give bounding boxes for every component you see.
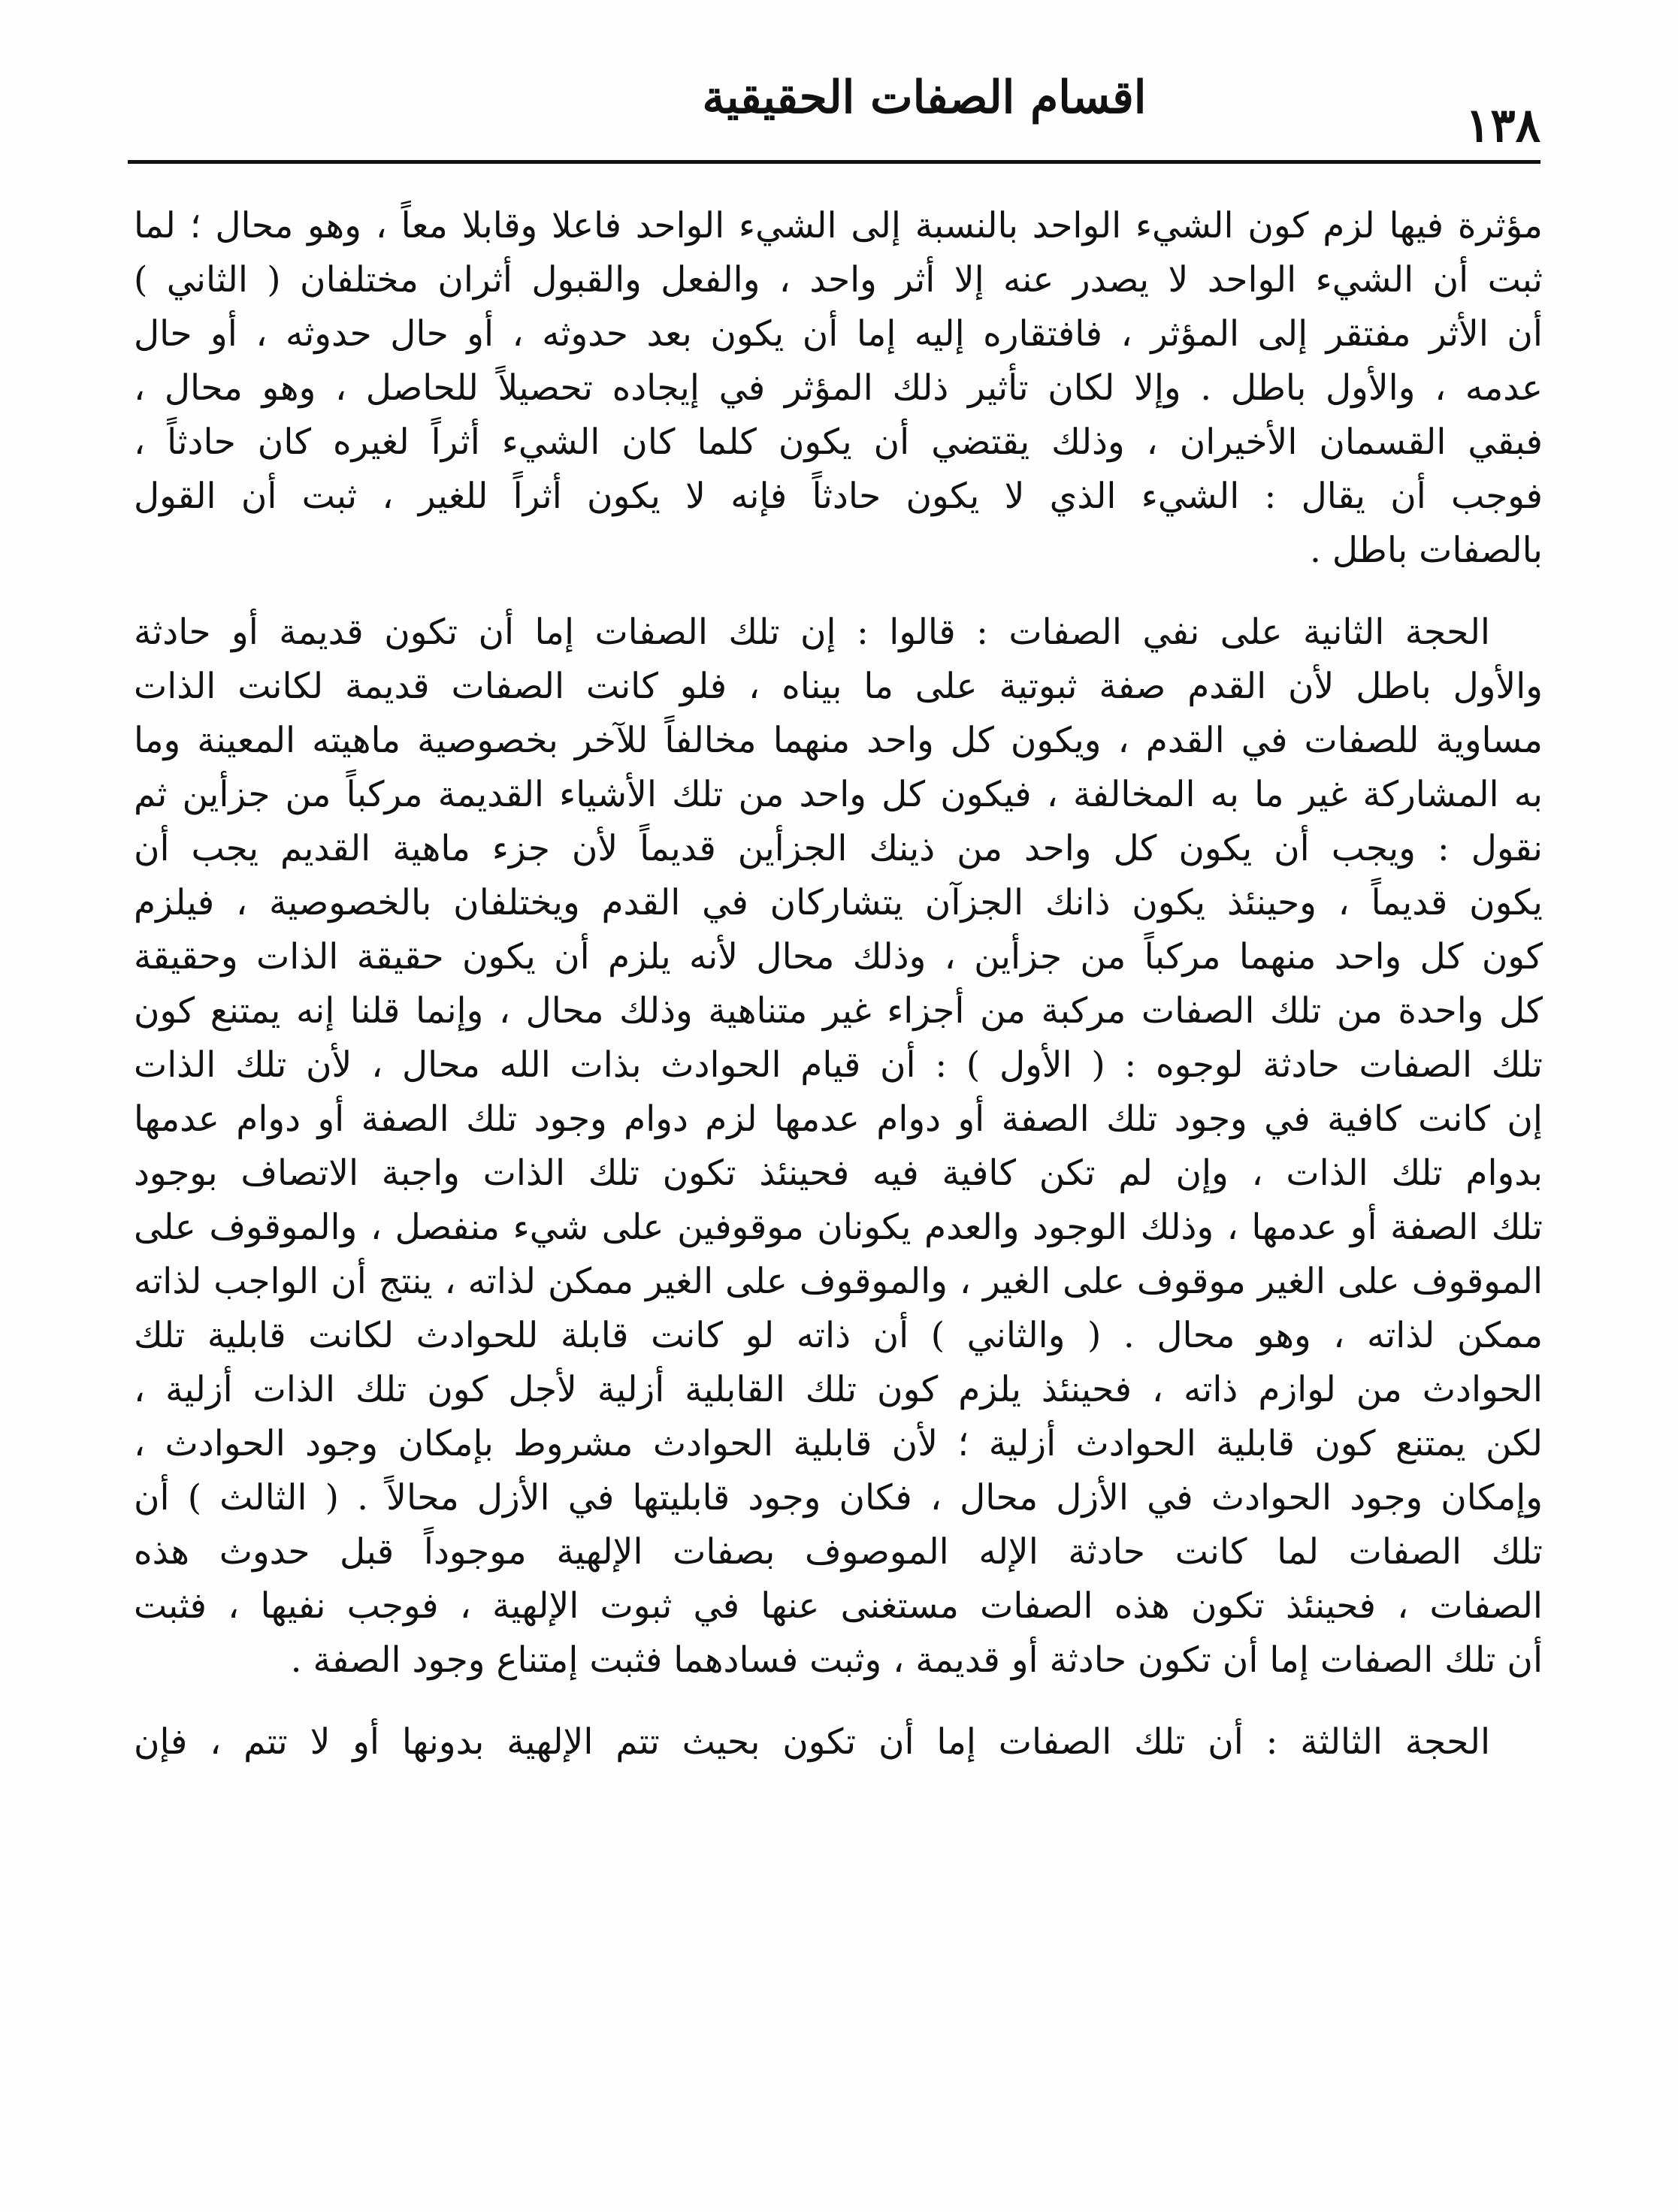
text-line: تلك الصفات لما كانت حادثة الإله الموصوف بصفات الإلهية موجوداً قبل حدوث هذه (134, 1531, 1543, 1573)
page-number: ١٣٨ (1465, 98, 1540, 153)
text-line: وإمكان وجود الحوادث في الأزل محال ، فكان وجود قابليتها في الأزل محالاً . ( الثالث ) أن (134, 1477, 1543, 1518)
text-line: بدوام تلك الذات ، وإن لم تكن كافية فيه فحينئذ تكون تلك الذات واجبة الاتصاف بوجود (134, 1153, 1543, 1194)
text-line: إن كانت كافية في وجود تلك الصفة أو دوام عدمها لزم دوام وجود تلك الصفة أو دوام عدمها (134, 1098, 1543, 1140)
text-line: به المشاركة غير ما به المخالفة ، فيكون كل واحد من تلك الأشياء القديمة مركباً من جزأين ثم (134, 774, 1543, 815)
text-line: ثبت أن الشيء الواحد لا يصدر عنه إلا أثر واحد ، والفعل والقبول أثران مختلفان ( الثاني ) (134, 259, 1543, 301)
text-line: يكون قديماً ، وحينئذ يكون ذانك الجزآن يتشاركان في القدم ويختلفان بالخصوصية ، فيلزم (134, 882, 1543, 923)
text-line: بالصفات باطل . (1309, 530, 1543, 571)
paragraph-2 (134, 606, 1543, 1688)
text-line: الصفات ، فحينئذ تكون هذه الصفات مستغنى عنها في ثبوت الإلهية ، فوجب نفيها ، فثبت (134, 1585, 1543, 1627)
text-line: عدمه ، والأول باطل . وإلا لكان تأثير ذلك المؤثر في إيجاده تحصيلاً للحاصل ، وهو محال ، (134, 367, 1543, 409)
text-line: كون كل واحد منهما مركباً من جزأين ، وذلك محال لأنه يلزم أن يكون حقيقة الذات وحقيقة (134, 936, 1543, 978)
text-line: ممكن لذاته ، وهو محال . ( والثاني ) أن ذاته لو كانت قابلة للحوادث لكانت قابلية تلك (134, 1315, 1543, 1356)
header-rule (128, 160, 1540, 164)
text-line: كل واحدة من تلك الصفات مركبة من أجزاء غير متناهية وذلك محال ، وإنما قلنا إنه يمتنع كون (134, 990, 1543, 1032)
text-line: الموقوف على الغير موقوف على الغير ، والموقوف على الغير ممكن لذاته ، ينتج أن الواجب لذاته (134, 1261, 1543, 1302)
text-line: فبقي القسمان الأخيران ، وذلك يقتضي أن يكون كلما كان الشيء أثراً لغيره كان حادثاً ، (134, 422, 1543, 463)
paragraph-1 (134, 199, 1543, 578)
text-line: أن تلك الصفات إما أن تكون حادثة أو قديمة ، وثبت فسادهما فثبت إمتناع وجود الصفة . (290, 1639, 1543, 1681)
page-header (128, 66, 1540, 171)
text-line: الحجة الثالثة : أن تلك الصفات إما أن تكون بحيث تتم الإلهية بدونها أو لا تتم ، فإن (134, 1721, 1490, 1763)
paragraph-3 (134, 1715, 1543, 1769)
text-line: تلك الصفة أو عدمها ، وذلك الوجود والعدم يكونان موقوفين على شيء منفصل ، والموقوف على (134, 1207, 1543, 1248)
text-line: نقول : ويجب أن يكون كل واحد من ذينك الجزأين قديماً لأن جزء ماهية القديم يجب أن (134, 828, 1543, 869)
text-line: الحوادث من لوازم ذاته ، فحينئذ يلزم كون تلك القابلية أزلية لأجل كون تلك الذات أزلية ، (134, 1369, 1543, 1410)
page-body (134, 199, 1543, 2168)
text-line: الحجة الثانية على نفي الصفات : قالوا : إن تلك الصفات إما أن تكون قديمة أو حادثة (134, 612, 1490, 653)
running-title: اقسام الصفات الحقيقية (702, 71, 1147, 124)
text-line: أن الأثر مفتقر إلى المؤثر ، فافتقاره إليه إما أن يكون بعد حدوثه ، أو حال حدوثه ، أو حال (134, 313, 1543, 355)
text-line: مؤثرة فيها لزم كون الشيء الواحد بالنسبة إلى الشيء الواحد فاعلا وقابلا معاً ، وهو محال ؛ لما (134, 205, 1543, 246)
text-line: والأول باطل لأن القدم صفة ثبوتية على ما بيناه ، فلو كانت الصفات قديمة لكانت الذات (134, 666, 1543, 707)
text-line: مساوية للصفات في القدم ، ويكون كل واحد منهما مخالفاً للآخر بخصوصية ماهيته المعينة وما (134, 720, 1543, 761)
text-line: لكن يمتنع كون قابلية الحوادث أزلية ؛ لأن قابلية الحوادث مشروط بإمكان وجود الحوادث ، (134, 1423, 1543, 1464)
text-line: تلك الصفات حادثة لوجوه : ( الأول ) : أن قيام الحوادث بذات الله محال ، لأن تلك الذات (134, 1044, 1543, 1086)
text-line: فوجب أن يقال : الشيء الذي لا يكون حادثاً فإنه لا يكون أثراً للغير ، ثبت أن القول (134, 476, 1543, 517)
